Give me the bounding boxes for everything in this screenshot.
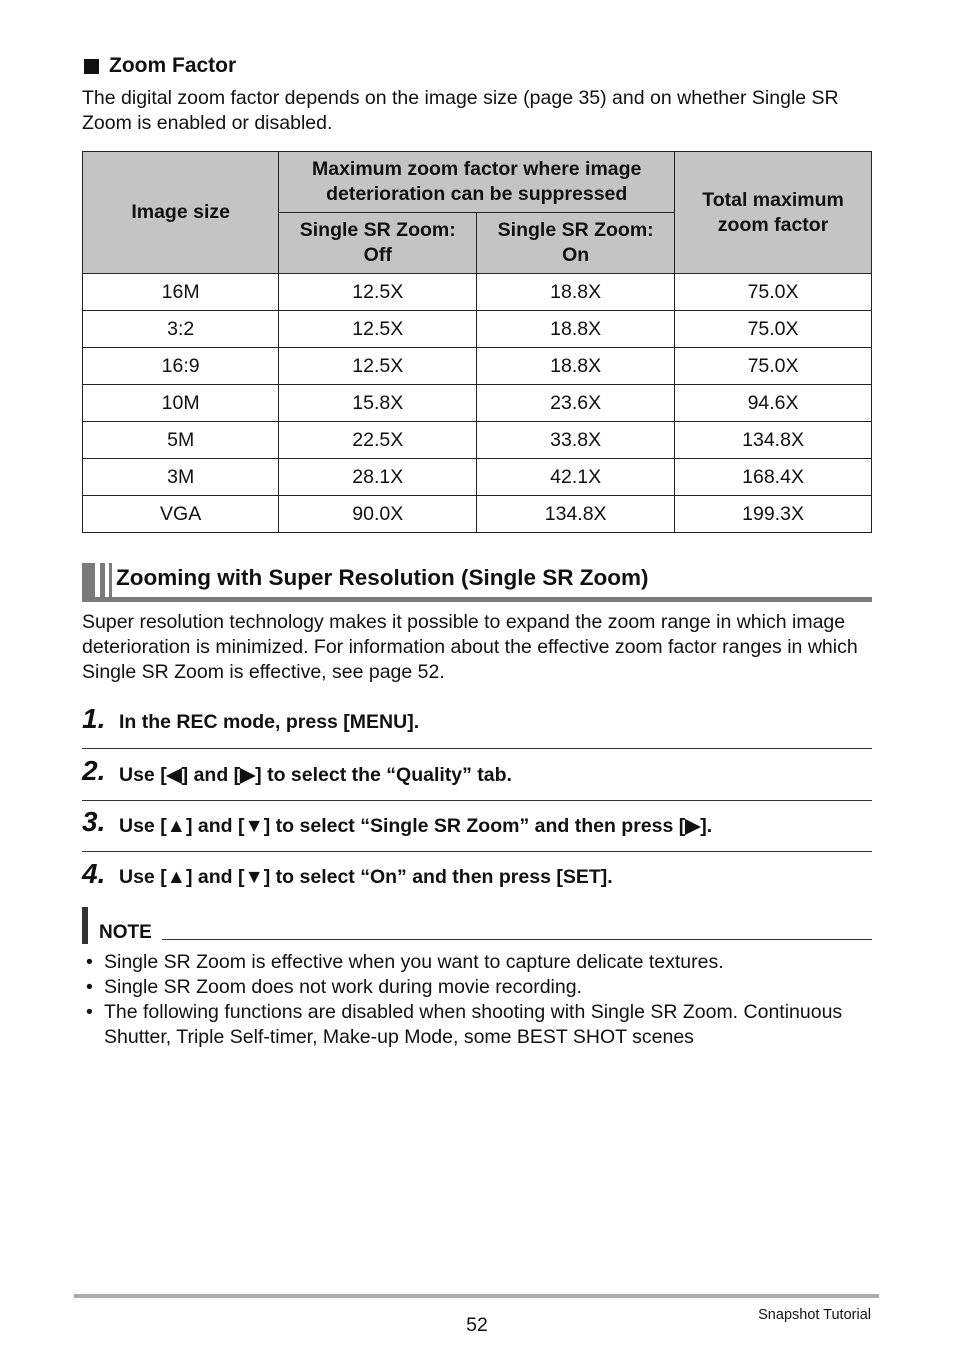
note-divider: [162, 939, 872, 940]
cell-total: 75.0X: [675, 348, 872, 385]
cell-image-size: 3:2: [83, 311, 279, 348]
cell-image-size: 16M: [83, 274, 279, 311]
step-number: 3.: [82, 806, 106, 837]
section-intro: Super resolution technology makes it possible to expand the zoom range in which image deterioration is minimized. For information about the effective zoom factor ranges in which Single SR Zoom is effective, see page 52.: [82, 611, 858, 683]
cell-image-size: 10M: [83, 385, 279, 422]
note-bar: [82, 907, 88, 944]
cell-sr-on: 23.6X: [477, 385, 675, 422]
step-divider: [82, 851, 872, 852]
step-2: [82, 755, 872, 805]
section-bar-stripe: [109, 563, 112, 601]
cell-image-size: VGA: [83, 496, 279, 533]
header-sr-on-text: Single SR Zoom: On: [497, 219, 654, 266]
section-bar-block: [82, 563, 95, 601]
step-text: Use [◀] and [▶] to select the “Quality” tab.: [119, 764, 512, 786]
step-1: [82, 703, 872, 753]
section-title: Zooming with Super Resolution (Single SR Zoom): [116, 565, 649, 590]
zoom-factor-intro: The digital zoom factor depends on the image size (page 35) and on whether Single SR Zoom is enabled or disabled.: [82, 87, 839, 134]
header-max-zoom-group: [279, 152, 675, 213]
cell-total: 75.0X: [675, 311, 872, 348]
cell-sr-on: 42.1X: [477, 459, 675, 496]
cell-sr-on: 18.8X: [477, 311, 675, 348]
table-row: [83, 496, 872, 533]
table-row: [83, 459, 872, 496]
table-row: [83, 311, 872, 348]
table-row: [83, 274, 872, 311]
cell-total: 94.6X: [675, 385, 872, 422]
note-label: NOTE: [99, 922, 152, 943]
note-item: • The following functions are disabled when shooting with Single SR Zoom. Continuous Shutter, Triple Self-timer, Make-up Mode, some BEST SHOT scenes: [82, 1000, 882, 1050]
note-list: [82, 950, 882, 1050]
cell-sr-off: 12.5X: [279, 311, 477, 348]
step-text: Use [▲] and [▼] to select “On” and then press [SET].: [119, 866, 613, 888]
footer-section-label: Snapshot Tutorial: [758, 1307, 871, 1323]
cell-sr-off: 15.8X: [279, 385, 477, 422]
cell-sr-on: 18.8X: [477, 348, 675, 385]
cell-sr-off: 22.5X: [279, 422, 477, 459]
cell-sr-off: 28.1X: [279, 459, 477, 496]
step-text: Use [▲] and [▼] to select “Single SR Zoom” and then press [▶].: [119, 815, 713, 837]
header-sr-off: [279, 213, 477, 274]
note-item: • Single SR Zoom is effective when you want to capture delicate textures.: [82, 950, 882, 975]
cell-image-size: 5M: [83, 422, 279, 459]
zoom-factor-heading-text: Zoom Factor: [109, 54, 237, 77]
table-row: [83, 348, 872, 385]
cell-image-size: 3M: [83, 459, 279, 496]
cell-total: 199.3X: [675, 496, 872, 533]
table-row: [83, 385, 872, 422]
header-sr-off-text: Single SR Zoom: Off: [299, 219, 456, 266]
step-divider: [82, 748, 872, 749]
cell-sr-off: 12.5X: [279, 274, 477, 311]
zoom-factor-heading: [84, 54, 236, 78]
page-number: 52: [466, 1314, 488, 1336]
note-item: • Single SR Zoom does not work during movie recording.: [82, 975, 882, 1000]
step-3: [82, 806, 872, 856]
cell-total: 75.0X: [675, 274, 872, 311]
step-number: 4.: [82, 858, 106, 889]
cell-total: 134.8X: [675, 422, 872, 459]
section-bar-stripe: [100, 563, 105, 601]
step-4: [82, 858, 872, 908]
step-number: 1.: [82, 703, 106, 734]
table-row: [83, 422, 872, 459]
cell-sr-on: 18.8X: [477, 274, 675, 311]
square-bullet-icon: [84, 59, 99, 74]
section-bar-underline: [82, 597, 872, 602]
cell-sr-on: 33.8X: [477, 422, 675, 459]
footer-rule: [74, 1294, 879, 1298]
cell-image-size: 16:9: [83, 348, 279, 385]
header-total-max-text: Total maximum zoom factor: [702, 188, 844, 236]
cell-sr-off: 12.5X: [279, 348, 477, 385]
cell-total: 168.4X: [675, 459, 872, 496]
step-number: 2.: [82, 755, 106, 786]
header-image-size: Image size: [83, 152, 279, 274]
header-total-max: [675, 152, 872, 274]
header-sr-on: [477, 213, 675, 274]
step-divider: [82, 800, 872, 801]
cell-sr-on: 134.8X: [477, 496, 675, 533]
zoom-factor-table: [82, 151, 872, 533]
header-max-zoom-group-text: Maximum zoom factor where image deterioration can be suppressed: [311, 158, 642, 205]
step-text: In the REC mode, press [MENU].: [119, 711, 420, 733]
cell-sr-off: 90.0X: [279, 496, 477, 533]
